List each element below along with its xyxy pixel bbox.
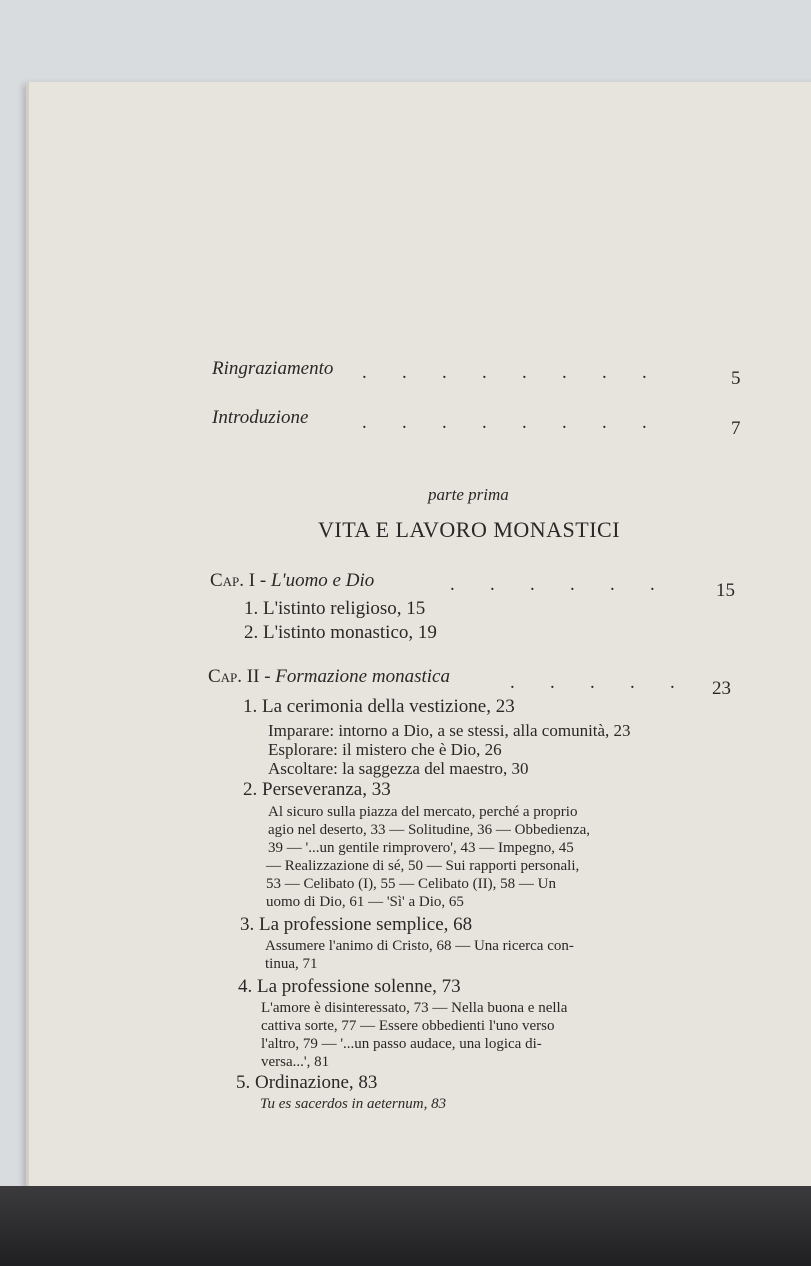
toc-leader-dots: . . . . . . [450, 574, 655, 595]
subsection-line: L'amore è disinteressato, 73 — Nella buona e nella [261, 1000, 568, 1016]
chapter-page: 23 [712, 678, 731, 699]
subsection-line: tinua, 71 [265, 956, 318, 972]
subsection-line: Esplorare: il mistero che è Dio, 26 [268, 740, 502, 759]
section-number: 4. [238, 976, 253, 997]
section-entry [243, 779, 391, 801]
toc-leader-dots: . . . . . . . . [362, 412, 647, 433]
toc-page-ringraziamento: 5 [731, 368, 741, 389]
chapter-title: Formazione monastica [275, 666, 450, 687]
section-number: 2. [243, 779, 258, 800]
section-entry [238, 976, 461, 998]
section-title: La professione semplice, 68 [259, 914, 473, 935]
subsection-line: Assumere l'animo di Cristo, 68 — Una ricerca con- [265, 938, 574, 954]
part-title: VITA E LAVORO MONASTICI [318, 517, 621, 542]
chapter-roman: I - [248, 570, 267, 591]
subsection-line: Imparare: intorno a Dio, a se stessi, alla comunità, 23 [268, 721, 631, 740]
toc-leader-dots: . . . . . [510, 672, 675, 693]
chapter-prefix: Cap. [210, 570, 245, 591]
chapter-roman: II - [246, 666, 271, 687]
subsection-line: — Realizzazione di sé, 50 — Sui rapporti personali, [266, 858, 580, 874]
toc-title-ringraziamento: Ringraziamento [212, 358, 334, 379]
subsection-line: 53 — Celibato (I), 55 — Celibato (II), 58 — Un [266, 876, 556, 892]
toc-title-introduzione: Introduzione [212, 407, 309, 428]
chapter-prefix: Cap. [208, 666, 243, 687]
chapter-heading [210, 570, 374, 592]
subsection-line: Tu es sacerdos in aeternum, 83 [260, 1096, 447, 1112]
section-number: 3. [240, 914, 255, 935]
toc-leader-dots: . . . . . . . . [362, 362, 647, 383]
subsection-line: cattiva sorte, 77 — Essere obbedienti l'uno verso [261, 1018, 555, 1034]
subsection-line: Ascoltare: la saggezza del maestro, 30 [268, 759, 529, 778]
section-title: Perseveranza, 33 [262, 779, 391, 800]
subsection-line: l'altro, 79 — '...un passo audace, una logica di- [261, 1036, 542, 1052]
chapter-page: 15 [716, 580, 735, 601]
chapter-heading [208, 666, 450, 688]
subsection-line: Al sicuro sulla piazza del mercato, perché a proprio [268, 804, 578, 820]
section-title: L'istinto monastico, 19 [263, 622, 437, 643]
section-entry [244, 622, 437, 644]
section-number: 2. [244, 622, 259, 643]
section-number: 5. [236, 1072, 251, 1093]
section-entry [243, 696, 515, 718]
table-shadow [0, 1186, 811, 1266]
section-number: 1. [244, 598, 259, 619]
subsection-line: versa...', 81 [261, 1054, 330, 1070]
subsection-line: uomo di Dio, 61 — 'Sì' a Dio, 65 [266, 894, 464, 910]
section-entry [240, 914, 472, 936]
section-entry [244, 598, 425, 620]
section-title: La professione solenne, 73 [257, 976, 461, 997]
section-title: Ordinazione, 83 [255, 1072, 378, 1093]
section-number: 1. [243, 696, 258, 717]
chapter-title: L'uomo e Dio [270, 570, 375, 591]
subsection-line: 39 — '...un gentile rimprovero', 43 — Impegno, 45 [268, 840, 574, 856]
section-entry [236, 1072, 377, 1094]
section-title: L'istinto religioso, 15 [263, 598, 426, 619]
toc-page-introduzione: 7 [731, 418, 741, 439]
subsection-line: agio nel deserto, 33 — Solitudine, 36 — Obbedienza, [268, 822, 591, 838]
section-title: La cerimonia della vestizione, 23 [262, 696, 515, 717]
part-label: parte prima [428, 485, 509, 504]
